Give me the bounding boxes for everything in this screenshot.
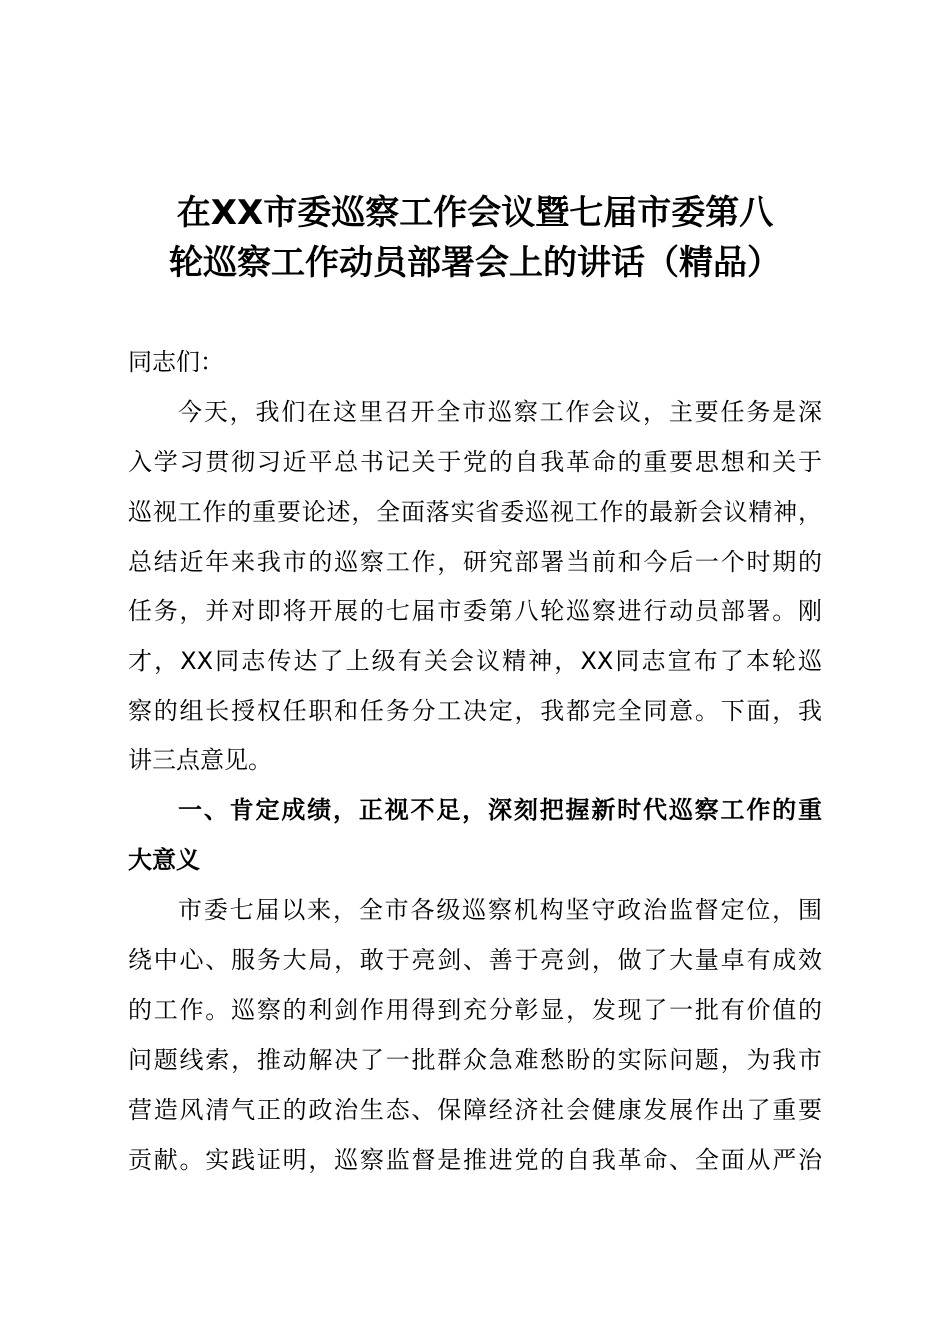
paragraph-line: 巡视工作的重要论述，全面落实省委巡视工作的最新会议精神， (128, 498, 822, 526)
paragraph-line: 讲三点意见。 (128, 746, 272, 774)
document-title-line-1: 在XX市委巡察工作会议暨七届市委第八 (176, 193, 774, 233)
section-heading-line: 一、肯定成绩，正视不足，深刻把握新时代巡察工作的重 (178, 796, 822, 824)
document-title-line-2: 轮巡察工作动员部署会上的讲话（精品） (169, 243, 781, 283)
paragraph-line: 问题线索，推动解决了一批群众急难愁盼的实际问题，为我市 (128, 1046, 822, 1074)
paragraph-line: 总结近年来我市的巡察工作，研究部署当前和今后一个时期的 (128, 548, 822, 576)
paragraph-line: 市委七届以来，全市各级巡察机构坚守政治监督定位，围 (178, 896, 822, 924)
paragraph-line: 察的组长授权任职和任务分工决定，我都完全同意。下面，我 (128, 697, 822, 725)
paragraph-line: 入学习贯彻习近平总书记关于党的自我革命的重要思想和关于 (128, 448, 822, 476)
paragraph-line: 营造风清气正的政治生态、保障经济社会健康发展作出了重要 (128, 1096, 822, 1124)
paragraph-line: 绕中心、服务大局，敢于亮剑、善于亮剑，做了大量卓有成效 (128, 946, 822, 974)
section-heading-line: 大意义 (128, 846, 200, 874)
paragraph-line: 任务，并对即将开展的七届市委第八轮巡察进行动员部署。刚 (128, 597, 822, 625)
paragraph-line: 贡献。实践证明，巡察监督是推进党的自我革命、全面从严治 (128, 1146, 822, 1174)
paragraph-line: 才，XX同志传达了上级有关会议精神，XX同志宣布了本轮巡 (128, 647, 822, 675)
paragraph-line: 的工作。巡察的利剑作用得到充分彰显，发现了一批有价值的 (128, 996, 822, 1024)
paragraph-line: 今天，我们在这里召开全市巡察工作会议，主要任务是深 (178, 398, 822, 426)
salutation: 同志们： (128, 348, 224, 376)
